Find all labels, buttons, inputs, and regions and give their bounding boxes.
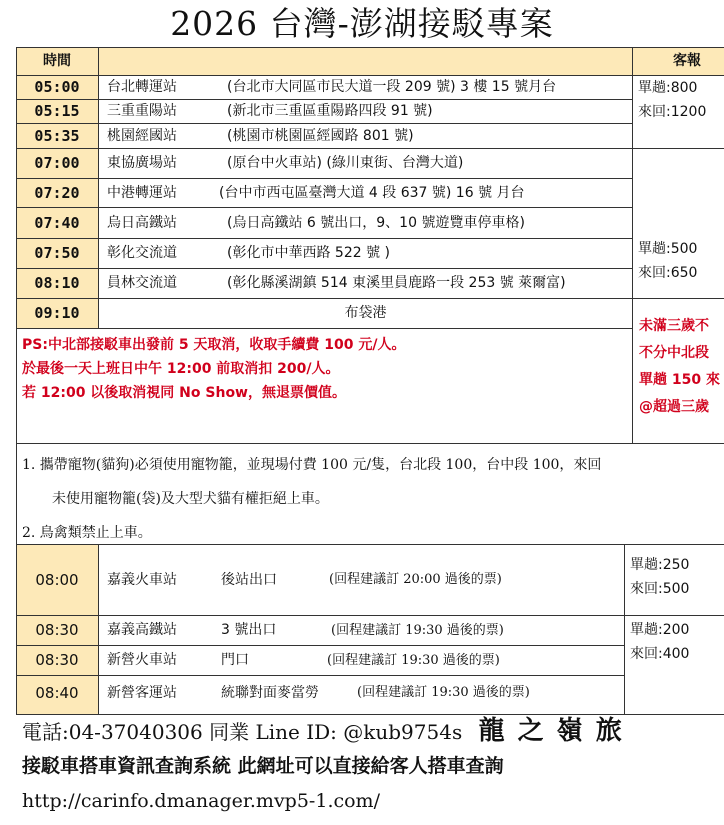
station-name: 烏日高鐵站 xyxy=(107,215,177,231)
price-south-2 xyxy=(624,615,724,715)
return-note: (回程建議訂 20:00 過後的票) xyxy=(329,572,502,587)
station-address: (台北市大同區市民大道一段 209 號) 3 樓 15 號月台 xyxy=(227,79,557,95)
price-south-1 xyxy=(624,545,724,615)
station-info xyxy=(98,124,632,148)
child-note-line: 單趟 150 來 xyxy=(639,372,720,388)
table-row xyxy=(16,238,724,268)
departure-time: 09:10 xyxy=(16,299,98,328)
station-name: 彰化交流道 xyxy=(107,245,177,261)
departure-time: 07:40 xyxy=(16,208,98,238)
departure-time: 08:40 xyxy=(16,676,98,715)
price-single: 單趟:200 xyxy=(630,622,690,638)
table-row xyxy=(16,99,724,123)
station-exit: 門口 xyxy=(221,652,249,668)
pet-rules xyxy=(16,443,724,544)
ps-line: 若 12:00 以後取消視同 No Show，無退票價值。 xyxy=(22,385,346,401)
departure-time: 07:00 xyxy=(16,149,98,178)
station-name: 員林交流道 xyxy=(107,275,177,291)
header-price: 客報 xyxy=(632,48,724,75)
table-row xyxy=(16,123,724,148)
price-round: 來回:650 xyxy=(638,265,698,281)
port-name: 布袋港 xyxy=(98,299,632,328)
table-row xyxy=(16,207,724,238)
table-row xyxy=(16,544,724,615)
rule-line: 1. 攜帶寵物(貓狗)必須使用寵物籠，並現場付費 100 元/隻，台北段 100，台中段 100，來回 xyxy=(22,457,602,473)
lookup-system-line: 接駁車搭車資訊查詢系統 此網址可以直接給客人搭車查詢 xyxy=(22,755,504,777)
child-note-line: @超過三歲 xyxy=(639,399,709,415)
station-name: 新營火車站 xyxy=(107,652,177,668)
table-row xyxy=(16,615,724,645)
station-exit: 統聯對面麥當勞 xyxy=(221,685,319,701)
station-address: (彰化縣溪湖鎮 514 東溪里員鹿路一段 253 號 萊爾富) xyxy=(227,275,566,291)
table-row xyxy=(16,178,724,207)
ps-line: PS:中北部接駁車出發前 5 天取消，收取手續費 100 元/人。 xyxy=(22,337,406,353)
header-time: 時間 xyxy=(43,53,71,69)
station-info xyxy=(98,149,632,178)
table-row xyxy=(16,268,724,298)
price-central xyxy=(632,148,724,298)
station-name: 三重重陽站 xyxy=(107,103,177,119)
contact-phone: 電話:04-37040306 同業 Line ID: @kub9754s xyxy=(22,720,463,744)
departure-time: 05:35 xyxy=(16,124,98,148)
station-name: 東協廣場站 xyxy=(107,155,177,171)
rule-line: 2. 鳥禽類禁止上車。 xyxy=(22,525,152,541)
brand-name: 龍 之 嶺 旅 xyxy=(478,716,624,746)
table-row xyxy=(16,645,724,675)
table-row xyxy=(16,75,724,99)
station-info xyxy=(98,239,632,268)
ps-note xyxy=(16,329,632,443)
price-round: 來回:400 xyxy=(630,646,690,662)
station-info xyxy=(98,269,632,298)
price-north xyxy=(632,75,724,148)
table-left-border xyxy=(16,47,17,715)
station-address: (烏日高鐵站 6 號出口，9、10 號遊覽車停車格) xyxy=(227,215,525,231)
table-bottom-border xyxy=(16,714,724,715)
child-note-line: 不分中北段 xyxy=(639,345,709,361)
lookup-url[interactable]: http://carinfo.dmanager.mvp5-1.com/ xyxy=(22,790,380,812)
price-single: 單趟:250 xyxy=(630,557,690,573)
departure-time: 07:50 xyxy=(16,239,98,268)
station-info xyxy=(98,179,632,207)
departure-time: 08:10 xyxy=(16,269,98,298)
departure-time: 05:00 xyxy=(16,76,98,99)
station-name: 新營客運站 xyxy=(107,685,177,701)
departure-time: 05:15 xyxy=(16,100,98,123)
station-exit: 3 號出口 xyxy=(221,622,277,638)
station-name: 嘉義高鐵站 xyxy=(107,622,177,638)
return-note: (回程建議訂 19:30 過後的票) xyxy=(357,685,530,700)
station-name: 桃園經國站 xyxy=(107,128,177,144)
station-address: (原台中火車站) (綠川東街、台灣大道) xyxy=(227,155,464,171)
table-row xyxy=(16,148,724,178)
ps-line: 於最後一天上班日中午 12:00 前取消扣 200/人。 xyxy=(22,361,340,377)
return-note: (回程建議訂 19:30 過後的票) xyxy=(331,623,504,638)
table-row xyxy=(16,675,724,715)
schedule-table xyxy=(16,47,724,715)
station-info xyxy=(98,208,632,238)
station-name: 中港轉運站 xyxy=(107,185,177,201)
price-single: 單趟:800 xyxy=(638,80,698,96)
cancellation-policy xyxy=(16,328,724,443)
table-row-port xyxy=(16,298,724,328)
station-address: (新北市三重區重陽路四段 91 號) xyxy=(227,103,433,119)
rule-line: 未使用寵物籠(袋)及大型犬貓有權拒絕上車。 xyxy=(52,491,329,507)
page-title: 2026 台灣-澎湖接駁專案 xyxy=(170,4,554,43)
station-info xyxy=(98,616,624,645)
table-header xyxy=(16,47,724,75)
child-note-line: 未滿三歲不 xyxy=(639,318,709,334)
station-info xyxy=(98,676,624,715)
return-note: (回程建議訂 19:30 過後的票) xyxy=(327,653,500,668)
departure-time: 08:00 xyxy=(16,545,98,615)
station-info xyxy=(98,100,632,123)
price-round: 來回:1200 xyxy=(638,104,707,120)
price-single: 單趟:500 xyxy=(638,241,698,257)
header-station xyxy=(98,48,632,75)
station-info xyxy=(98,646,624,675)
station-address: (彰化市中華西路 522 號 ) xyxy=(227,245,390,261)
station-info xyxy=(98,76,632,99)
child-fare-note xyxy=(632,298,724,443)
station-address: (桃園市桃園區經國路 801 號) xyxy=(227,128,414,144)
station-name: 台北轉運站 xyxy=(107,79,177,95)
station-name: 嘉義火車站 xyxy=(107,572,177,588)
departure-time: 08:30 xyxy=(16,616,98,645)
station-exit: 後站出口 xyxy=(221,572,277,588)
contact-line xyxy=(22,716,624,747)
station-info xyxy=(98,545,624,615)
departure-time: 08:30 xyxy=(16,646,98,675)
departure-time: 07:20 xyxy=(16,179,98,207)
station-address: (台中市西屯區臺灣大道 4 段 637 號) 16 號 月台 xyxy=(219,185,525,201)
price-round: 來回:500 xyxy=(630,581,690,597)
